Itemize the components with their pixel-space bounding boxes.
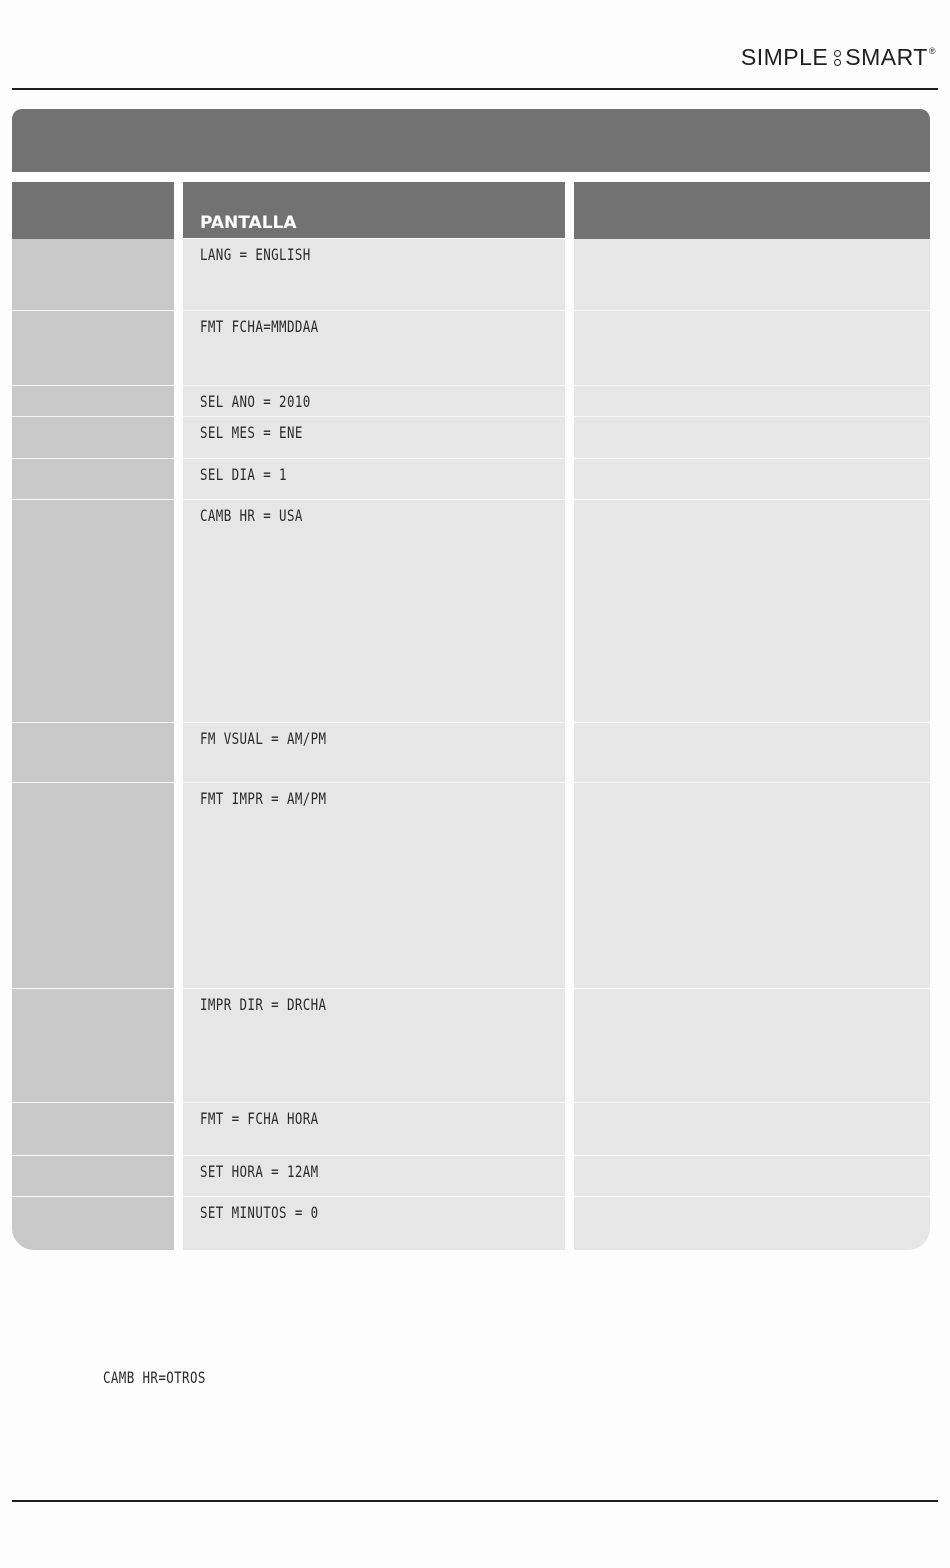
row-divider	[12, 1102, 174, 1103]
table-row-display-value: IMPR DIR = DRCHA	[200, 995, 327, 1014]
table-row-display-value: SEL MES = ENE	[200, 423, 303, 442]
row-divider	[574, 722, 930, 723]
column-body-setting	[12, 239, 174, 1250]
row-divider	[12, 988, 174, 989]
row-divider	[574, 1155, 930, 1156]
table-row-display-value: FMT = FCHA HORA	[200, 1109, 319, 1128]
row-divider	[183, 1102, 565, 1103]
column-header-display	[183, 182, 565, 238]
brand-word-left: SIMPLE	[740, 44, 829, 70]
row-divider	[574, 988, 930, 989]
row-divider	[183, 499, 565, 500]
row-divider	[574, 385, 930, 386]
table-row-display-value: SET HORA = 12AM	[200, 1162, 319, 1181]
row-divider	[574, 782, 930, 783]
note-display-text: CAMB HR=OTROS	[103, 1368, 206, 1387]
row-divider	[12, 1155, 174, 1156]
section-banner	[12, 109, 930, 172]
table-row-display-value: SET MINUTOS = 0	[200, 1203, 319, 1222]
column-header-description	[574, 182, 930, 240]
row-divider	[183, 416, 565, 417]
row-divider	[183, 310, 565, 311]
registered-mark: ®	[928, 45, 936, 56]
row-divider	[574, 310, 930, 311]
row-divider	[183, 385, 565, 386]
top-rule	[12, 88, 938, 90]
row-divider	[183, 458, 565, 459]
row-divider	[183, 1196, 565, 1197]
brand-word-right: SMART	[845, 44, 928, 70]
table-row-display-value: FM VSUAL = AM/PM	[200, 729, 327, 748]
table-row-display-value: SEL ANO = 2010	[200, 392, 311, 411]
row-divider	[574, 1196, 930, 1197]
row-divider	[183, 722, 565, 723]
column-body-description	[574, 239, 930, 1250]
brand-separator-icon	[834, 49, 841, 67]
row-divider	[183, 1155, 565, 1156]
row-divider	[12, 722, 174, 723]
row-divider	[183, 782, 565, 783]
row-divider	[12, 1196, 174, 1197]
row-divider	[12, 458, 174, 459]
table-row-display-value: CAMB HR = USA	[200, 506, 303, 525]
row-divider	[12, 499, 174, 500]
table-row-display-value: FMT FCHA=MMDDAA	[200, 317, 319, 336]
bottom-rule	[12, 1500, 938, 1502]
row-divider	[574, 416, 930, 417]
row-divider	[574, 1102, 930, 1103]
column-header-display-label: PANTALLA	[200, 213, 297, 233]
row-divider	[12, 782, 174, 783]
table-row-display-value: SEL DIA = 1	[200, 465, 287, 484]
row-divider	[12, 310, 174, 311]
row-divider	[183, 988, 565, 989]
brand-logo	[741, 44, 936, 71]
column-header-setting	[12, 182, 174, 239]
table-row-display-value: LANG = ENGLISH	[200, 245, 311, 264]
table-row-display-value: FMT IMPR = AM/PM	[200, 789, 327, 808]
row-divider	[12, 416, 174, 417]
row-divider	[574, 499, 930, 500]
row-divider	[574, 458, 930, 459]
row-divider	[12, 385, 174, 386]
